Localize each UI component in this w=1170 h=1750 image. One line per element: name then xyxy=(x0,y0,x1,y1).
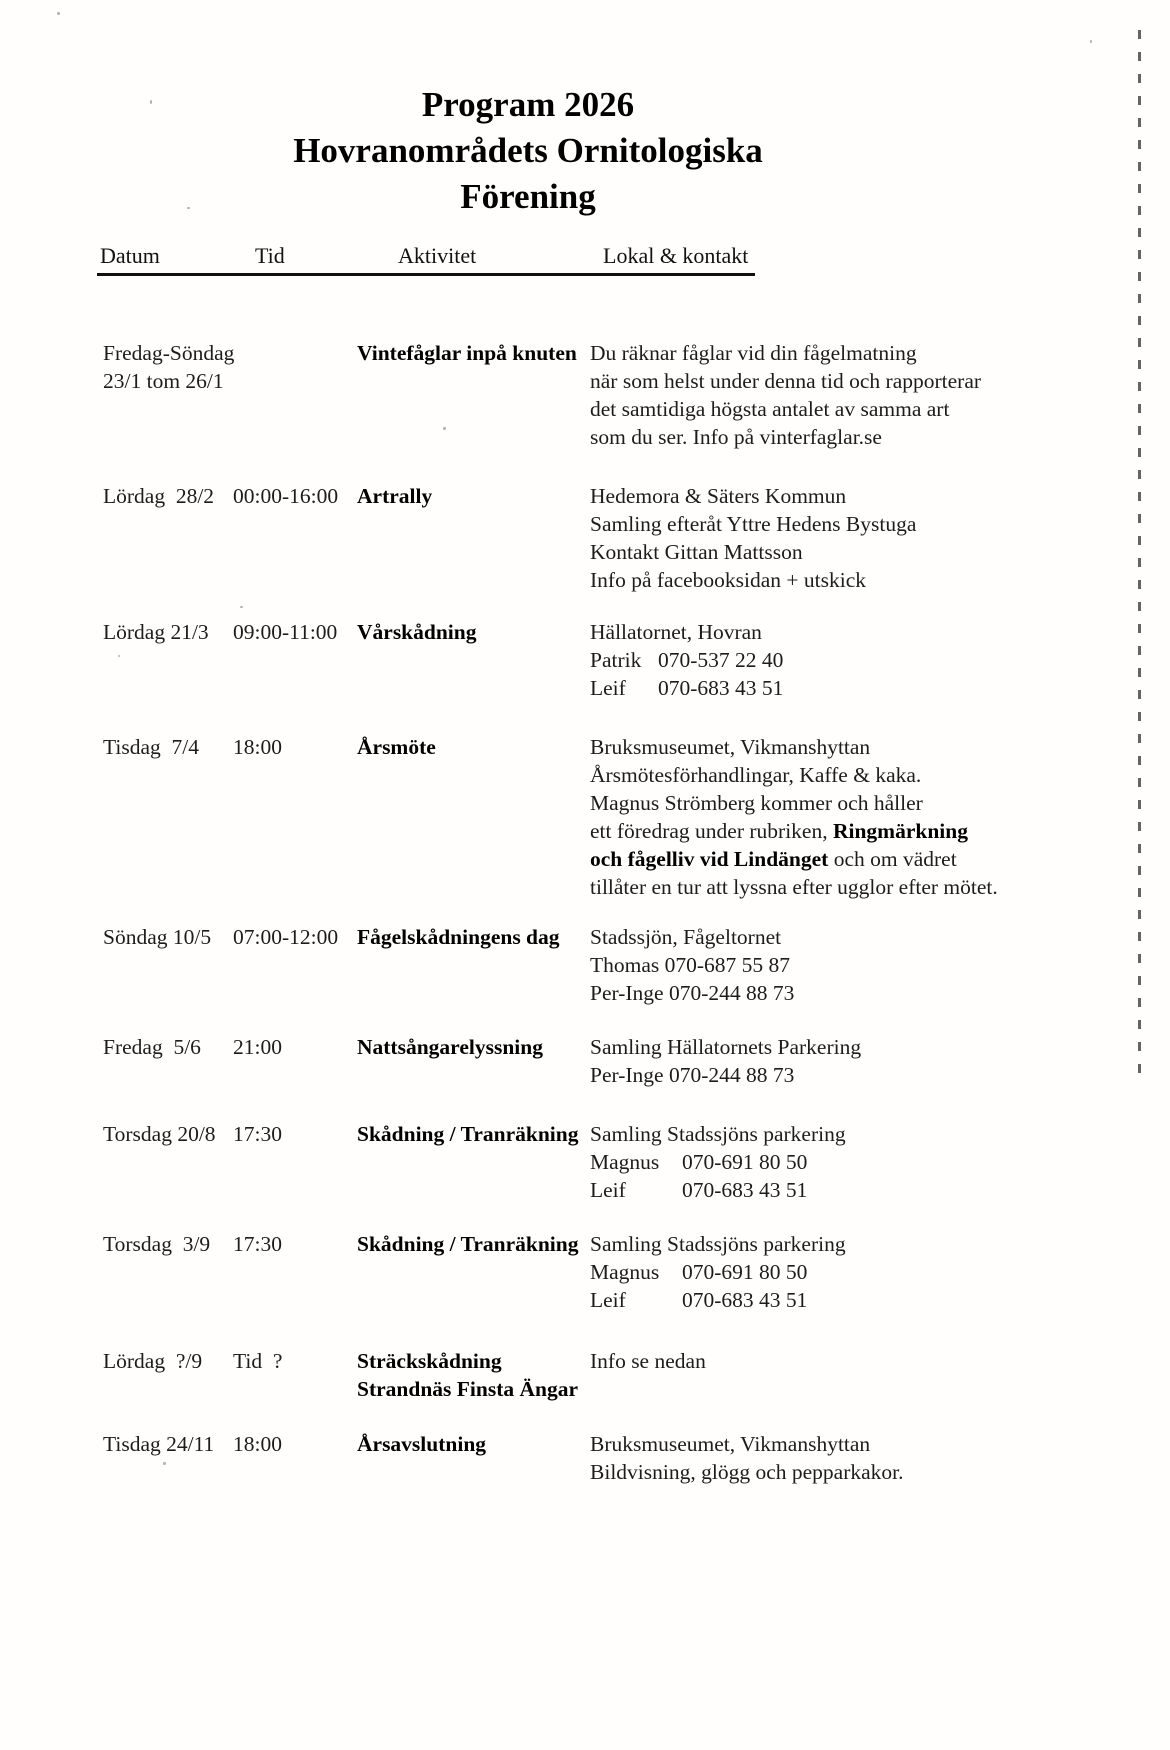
lokal-kontakt-cell: Hedemora & Säters Kommun Samling efteråt Yttre Hedens Bystuga Kontakt Gittan Mattsson Info på facebooksidan + utskick xyxy=(590,484,917,592)
header-underline xyxy=(97,273,755,276)
column-header-lokal-kontakt: Lokal & kontakt xyxy=(603,243,749,268)
scan-speck xyxy=(443,427,446,430)
tid-cell: 21:00 xyxy=(233,1035,282,1059)
tid-cell: 00:00-16:00 xyxy=(233,484,339,508)
tid-cell: 09:00-11:00 xyxy=(233,620,338,644)
scan-speck xyxy=(163,1462,166,1465)
tid-cell: 17:30 xyxy=(233,1232,282,1256)
lokal-kontakt-cell: Info se nedan xyxy=(590,1349,706,1373)
scan-speck xyxy=(118,655,120,657)
aktivitet-cell: Årsavslutning xyxy=(357,1432,487,1456)
title-line-3: Förening xyxy=(460,177,596,216)
datum-cell: Tisdag 7/4 xyxy=(103,735,199,759)
aktivitet-cell: Årsmöte xyxy=(357,735,436,759)
aktivitet-cell: Sträckskådning Strandnäs Finsta Ängar xyxy=(357,1349,579,1401)
aktivitet-cell: Nattsångarelyssning xyxy=(357,1035,543,1059)
datum-cell: Fredag-Söndag 23/1 tom 26/1 xyxy=(103,341,235,393)
datum-cell: Lördag 28/2 xyxy=(103,484,215,508)
lokal-kontakt-cell: Samling Stadssjöns parkering Magnus 070-691 80 50 Leif 070-683 43 51 xyxy=(590,1232,846,1312)
aktivitet-cell: Vintefåglar inpå knuten xyxy=(357,341,577,365)
tid-cell: 18:00 xyxy=(233,735,282,759)
datum-cell: Söndag 10/5 xyxy=(103,925,212,949)
lokal-kontakt-cell: Du räknar fåglar vid din fågelmatning när som helst under denna tid och rapporterar det samtidiga högsta antalet av samma art som du ser. Info på vinterfaglar.se xyxy=(590,341,982,449)
column-header-tid: Tid xyxy=(255,243,285,268)
aktivitet-cell: Fågelskådningens dag xyxy=(357,925,560,949)
lokal-kontakt-cell: Stadssjön, Fågeltornet Thomas 070-687 55 87 Per-Inge 070-244 88 73 xyxy=(590,925,795,1005)
scan-speck xyxy=(1090,40,1092,43)
column-header-datum: Datum xyxy=(100,243,160,268)
aktivitet-cell: Vårskådning xyxy=(357,620,477,644)
aktivitet-cell: Artrally xyxy=(357,484,433,508)
tid-cell: Tid ? xyxy=(233,1349,283,1373)
lokal-kontakt-cell: Bruksmuseumet, Vikmanshyttan Bildvisning, glögg och pepparkakor. xyxy=(590,1432,904,1484)
tid-cell: 18:00 xyxy=(233,1432,282,1456)
datum-cell: Tisdag 24/11 xyxy=(103,1432,215,1456)
datum-cell: Fredag 5/6 xyxy=(103,1035,201,1059)
scan-speck xyxy=(187,207,190,209)
datum-cell: Torsdag 20/8 xyxy=(103,1122,216,1146)
scan-speck xyxy=(240,606,243,608)
aktivitet-cell: Skådning / Tranräkning xyxy=(357,1232,579,1256)
title-line-2: Hovranområdets Ornitologiska xyxy=(293,131,763,170)
datum-cell: Torsdag 3/9 xyxy=(103,1232,211,1256)
title-line-1: Program 2026 xyxy=(421,85,635,124)
tid-cell: 17:30 xyxy=(233,1122,282,1146)
lokal-kontakt-cell: Samling Stadssjöns parkering Magnus 070-691 80 50 Leif 070-683 43 51 xyxy=(590,1122,846,1202)
tid-cell: 07:00-12:00 xyxy=(233,925,339,949)
scan-speck xyxy=(150,100,152,104)
lokal-kontakt-cell: Samling Hällatornets Parkering Per-Inge 070-244 88 73 xyxy=(590,1035,862,1087)
lokal-kontakt-cell: Hällatornet, Hovran Patrik 070-537 22 40 Leif 070-683 43 51 xyxy=(590,620,784,700)
column-header-aktivitet: Aktivitet xyxy=(398,243,477,268)
datum-cell: Lördag 21/3 xyxy=(103,620,209,644)
scan-speck xyxy=(57,12,60,15)
datum-cell: Lördag ?/9 xyxy=(103,1349,203,1373)
scan-dashed-line-artifact xyxy=(1138,30,1141,1085)
lokal-kontakt-cell: Bruksmuseumet, Vikmanshyttan Årsmötesförhandlingar, Kaffe & kaka. Magnus Strömberg kommer och håller ett föredrag under rubriken, Ringmärkning och fågelliv vid Lindänget och om vädret tillåter en tur att lyssna efter ugglor efter mötet. xyxy=(590,735,998,899)
page-title xyxy=(0,82,1056,220)
aktivitet-cell: Skådning / Tranräkning xyxy=(357,1122,579,1146)
